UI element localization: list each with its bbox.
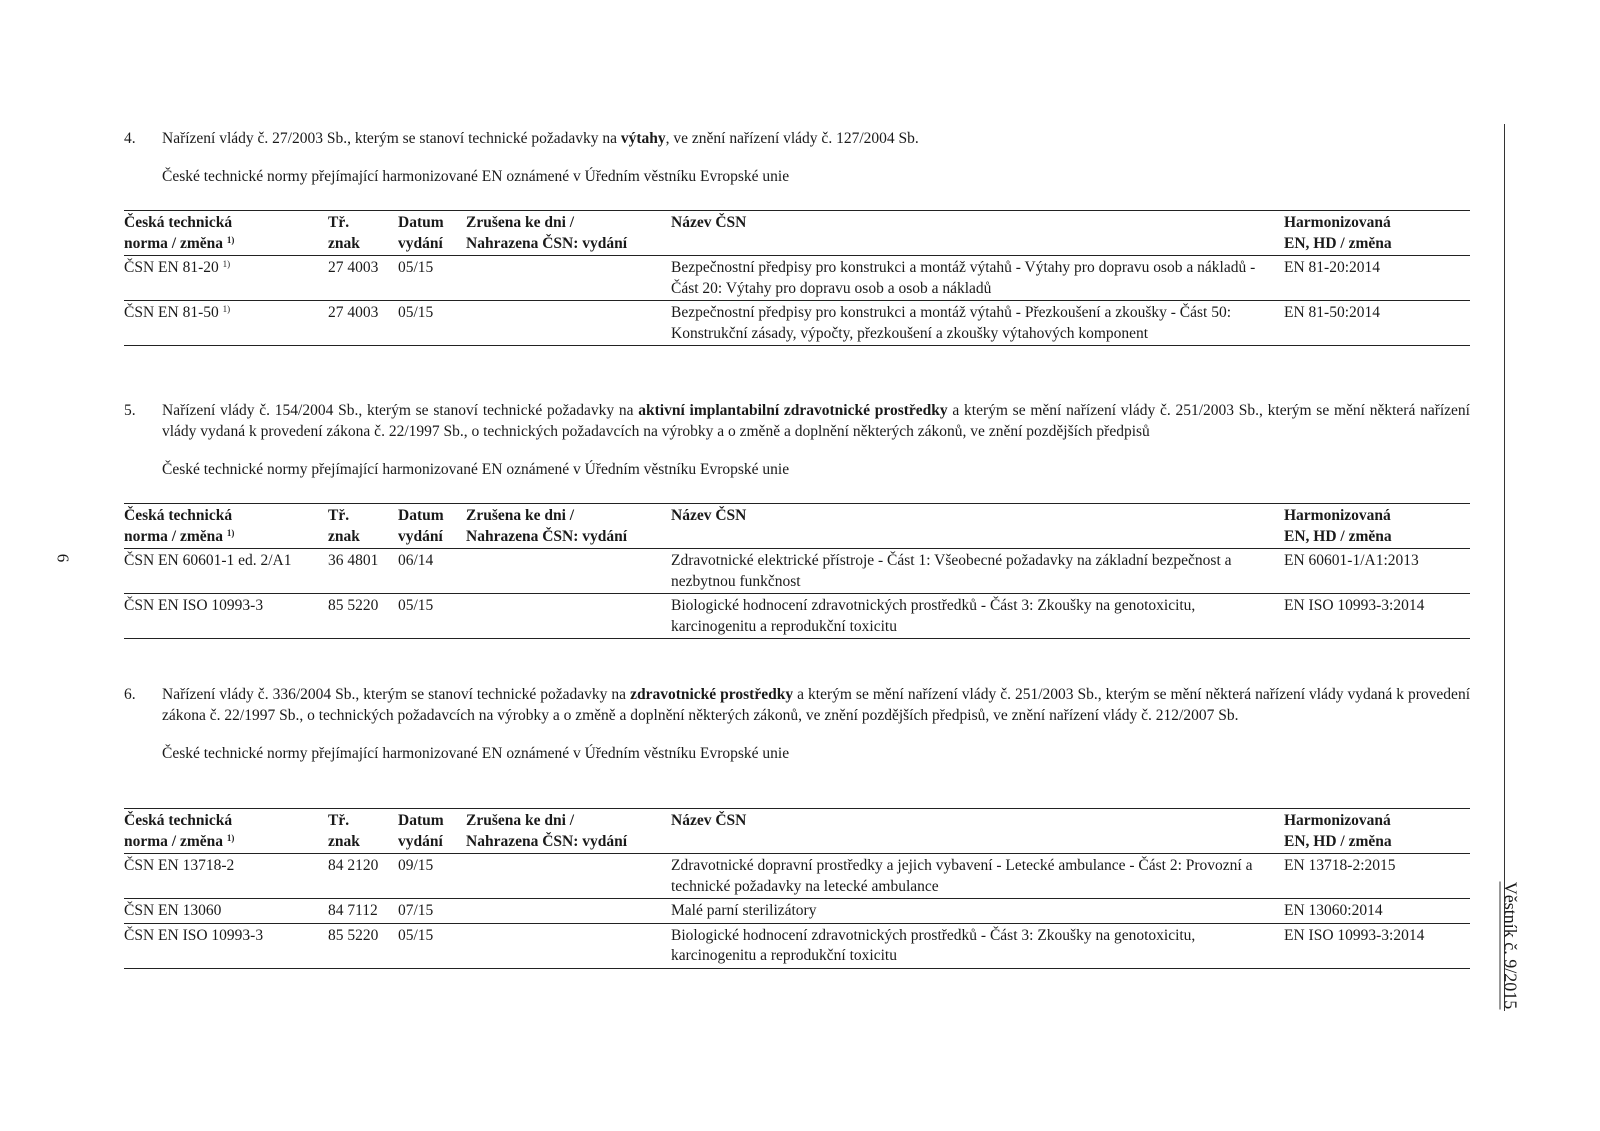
cell-zrusena — [466, 923, 671, 968]
item-number: 4. — [124, 130, 136, 147]
cell-zrusena — [466, 899, 671, 924]
cell-harm: EN 60601-1/A1:2013 — [1284, 552, 1419, 569]
norms-table-5 — [124, 503, 1470, 639]
table-header — [124, 211, 1470, 256]
col-datum: Datum vydání — [398, 507, 444, 545]
cell-norma: ČSN EN 60601-1 ed. 2/A1 — [124, 552, 292, 569]
cell-norma: ČSN EN 13718-2 — [124, 857, 235, 874]
regulation-subject: výtahy — [620, 130, 666, 147]
cell-harm: EN ISO 10993-3:2014 — [1284, 597, 1425, 614]
section-6 — [124, 684, 1470, 764]
item-number: 5. — [124, 402, 136, 419]
cell-zrusena — [466, 301, 671, 346]
table-row — [124, 899, 1470, 924]
cell-znak: 84 2120 — [328, 857, 379, 874]
section-4 — [124, 128, 1470, 187]
col-harm: Harmonizovaná EN, HD / změna — [1284, 507, 1392, 545]
cell-harm: EN 13718-2:2015 — [1284, 857, 1396, 874]
table-row — [124, 923, 1470, 968]
col-nazev: Název ČSN — [671, 214, 747, 231]
col-nazev: Název ČSN — [671, 507, 747, 524]
cell-nazev: Bezpečnostní předpisy pro konstrukci a montáž výtahů - Výtahy pro dopravu osob a nákladů - Část 20: Výtahy pro dopravu osob a osob a nákladů — [671, 259, 1256, 297]
regulation-text-rest: a kterým se mění nařízení vlády č. 251/2003 Sb., kterým se mění některá nařízení vlády vydaná k provedení zákona č. 22/1997 Sb., o technických požadavcích na výrobky a o změně a doplnění některých zákonů, ve znění pozdějších předpisů — [162, 402, 1470, 440]
cell-znak: 85 5220 — [328, 926, 379, 944]
table-row — [124, 549, 1470, 594]
col-datum: Datum vydání — [398, 214, 444, 252]
col-znak: Tř. znak — [328, 507, 360, 545]
cell-nazev: Biologické hodnocení zdravotnických prostředků - Část 3: Zkoušky na genotoxicitu, karcinogenitu a reprodukční toxicitu — [671, 597, 1196, 635]
subheading: České technické normy přejímající harmonizované EN oznámené v Úředním věstníku Evropské unie — [162, 461, 790, 478]
regulation-text: Nařízení vlády č. 154/2004 Sb., kterým se stanoví technické požadavky na — [162, 402, 639, 419]
cell-harm: EN 81-20:2014 — [1284, 259, 1381, 276]
subheading: České technické normy přejímající harmonizované EN oznámené v Úředním věstníku Evropské unie — [162, 745, 790, 762]
col-harm: Harmonizovaná EN, HD / změna — [1284, 214, 1392, 252]
cell-nazev: Zdravotnické elektrické přístroje - Část 1: Všeobecné požadavky na základní bezpečnost a nezbytnou funkčnost — [671, 552, 1232, 590]
col-znak: Tř. znak — [328, 214, 360, 252]
cell-harm: EN ISO 10993-3:2014 — [1284, 926, 1425, 944]
col-znak: Tř. znak — [328, 812, 360, 850]
page-number: 6 — [53, 553, 73, 563]
cell-nazev: Malé parní sterilizátory — [671, 902, 817, 919]
journal-label — [1500, 836, 1521, 1056]
cell-harm: EN 13060:2014 — [1284, 902, 1383, 919]
col-harm: Harmonizovaná EN, HD / změna — [1284, 812, 1392, 850]
cell-zrusena — [466, 854, 671, 899]
col-norma: Česká technická norma / změna $^{1)}$ — [124, 812, 235, 850]
cell-znak: 27 4003 — [328, 259, 379, 276]
cell-znak: 27 4003 — [328, 304, 379, 321]
cell-datum: 05/15 — [398, 304, 434, 321]
regulation-subject: aktivní implantabilní zdravotnické prostředky — [638, 402, 948, 419]
cell-norma: ČSN EN ISO 10993-3 — [124, 597, 264, 614]
col-norma: Česká technická norma / změna $^{1)}$ — [124, 507, 235, 545]
cell-datum: 06/14 — [398, 552, 434, 569]
table-row — [124, 301, 1470, 346]
cell-znak: 36 4801 — [328, 552, 379, 569]
col-nazev: Název ČSN — [671, 812, 747, 829]
norms-table-6 — [124, 808, 1470, 969]
regulation-paragraph — [124, 684, 1470, 726]
norms-table-4 — [124, 210, 1470, 346]
cell-nazev: Bezpečnostní předpisy pro konstrukci a montáž výtahů - Přezkoušení a zkoušky - Část 50: Konstrukční zásady, výpočty, přezkoušení a zkoušky výtahových komponent — [671, 304, 1232, 342]
cell-znak: 84 7112 — [328, 902, 378, 919]
table-row — [124, 854, 1470, 899]
regulation-paragraph — [124, 400, 1470, 442]
table-row — [124, 256, 1470, 301]
cell-harm: EN 81-50:2014 — [1284, 304, 1381, 321]
regulation-paragraph — [124, 128, 1470, 149]
regulation-text: Nařízení vlády č. 27/2003 Sb., kterým se stanoví technické požadavky na — [162, 130, 621, 147]
cell-datum: 05/15 — [398, 597, 434, 614]
cell-datum: 05/15 — [398, 926, 434, 944]
journal-text: Věstník č. 9/2015 — [1500, 881, 1521, 1010]
subheading: České technické normy přejímající harmonizované EN oznámené v Úředním věstníku Evropské unie — [162, 168, 790, 185]
cell-norma: ČSN EN 81-20 $^{1)}$ — [124, 259, 231, 276]
cell-norma: ČSN EN 13060 — [124, 902, 222, 919]
cell-zrusena — [466, 549, 671, 594]
cell-norma: ČSN EN 81-50 $^{1)}$ — [124, 304, 231, 321]
cell-zrusena — [466, 594, 671, 639]
col-zrusena: Zrušena ke dni / Nahrazena ČSN: vydání — [466, 812, 628, 850]
cell-datum: 07/15 — [398, 902, 434, 919]
table-header — [124, 504, 1470, 549]
cell-norma: ČSN EN ISO 10993-3 — [124, 926, 264, 944]
cell-datum: 05/15 — [398, 259, 434, 276]
col-zrusena: Zrušena ke dni / Nahrazena ČSN: vydání — [466, 214, 628, 252]
col-norma: Česká technická norma / změna $^{1)}$ — [124, 214, 235, 252]
regulation-subject: zdravotnické prostředky — [630, 686, 794, 703]
cell-nazev: Biologické hodnocení zdravotnických prostředků - Část 3: Zkoušky na genotoxicitu, karcinogenitu a reprodukční toxicitu — [671, 926, 1196, 964]
regulation-text: Nařízení vlády č. 336/2004 Sb., kterým se stanoví technické požadavky na — [162, 686, 631, 703]
cell-znak: 85 5220 — [328, 597, 379, 614]
cell-zrusena — [466, 256, 671, 301]
table-row — [124, 594, 1470, 639]
item-number: 6. — [124, 686, 136, 703]
table-header — [124, 809, 1470, 854]
cell-nazev: Zdravotnické dopravní prostředky a jejich vybavení - Letecké ambulance - Část 2: Provozní a technické požadavky na letecké ambulance — [671, 857, 1253, 895]
col-datum: Datum vydání — [398, 812, 444, 850]
col-zrusena: Zrušena ke dni / Nahrazena ČSN: vydání — [466, 507, 628, 545]
cell-datum: 09/15 — [398, 857, 434, 874]
regulation-text-rest: a kterým se mění nařízení vlády č. 251/2003 Sb., kterým se mění některá nařízení vlády vydaná k provedení zákona č. 22/1997 Sb., o technických požadavcích na výrobky a o změně a doplnění některých zákonů, ve znění pozdějších předpisů, ve znění nařízení vlády č. 212/2007 Sb. — [162, 686, 1470, 724]
section-5 — [124, 400, 1470, 480]
regulation-text-rest: , ve znění nařízení vlády č. 127/2004 Sb. — [665, 130, 919, 147]
